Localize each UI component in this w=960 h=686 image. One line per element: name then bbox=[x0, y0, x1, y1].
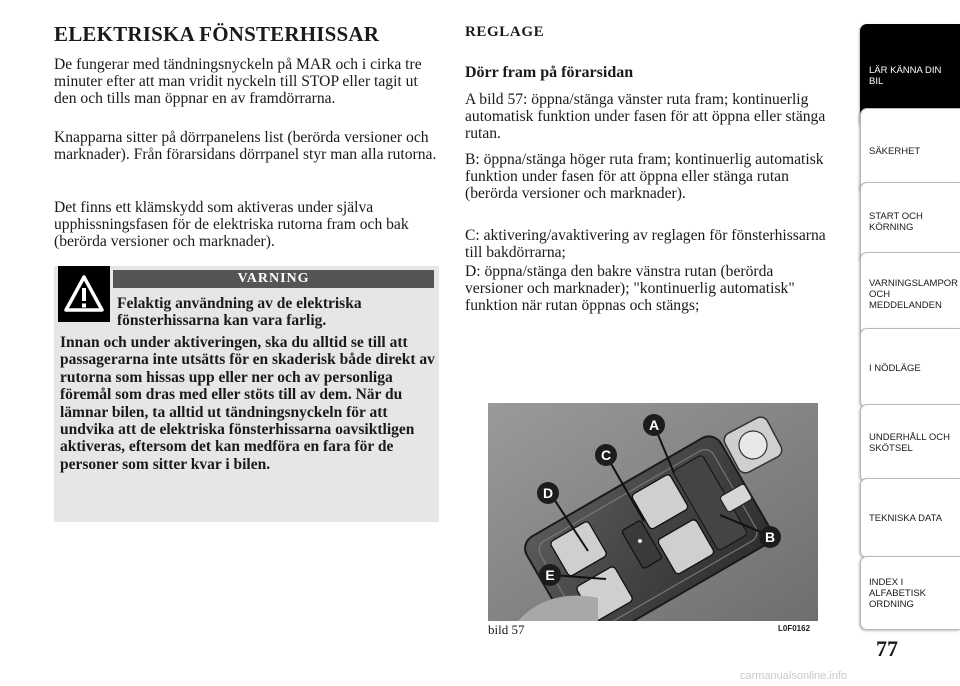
anti-pinch-paragraph: Det finns ett klämskydd som aktiveras under själva upphissningsfasen för de elektriska rutorna fram och bak (berörda versioner och marknader). bbox=[54, 199, 409, 250]
sidebar-tab-label: VARNINGSLAMPOR OCH MEDDELANDEN bbox=[869, 277, 959, 311]
window-switch-figure bbox=[488, 403, 818, 621]
callout-e bbox=[539, 564, 561, 586]
warning-triangle-icon bbox=[58, 266, 110, 322]
buttons-location-paragraph: Knapparna sitter på dörrpanelens list (berörda versioner och marknader). Från förarsidans dörrpanel styr man alla rutorna. bbox=[54, 129, 437, 163]
sidebar-tab-i-nodlage[interactable] bbox=[860, 328, 960, 408]
subsection-title: Dörr fram på förarsidan bbox=[465, 64, 634, 81]
figure-code: L0F0162 bbox=[778, 624, 811, 633]
sidebar-tab-index[interactable] bbox=[860, 556, 960, 630]
sidebar-tab-label: INDEX I ALFABETISK ORDNING bbox=[869, 576, 927, 610]
sidebar-tab-label: SÄKERHET bbox=[869, 145, 921, 157]
sidebar-tab-label: UNDERHÅLL OCH SKÖTSEL bbox=[869, 432, 950, 454]
window-switch-illustration bbox=[488, 403, 818, 621]
control-c-description: C: aktivering/avaktivering av reglagen för fönsterhissarna till bakdörrarna; bbox=[465, 227, 826, 261]
sidebar-tab-label: I NÖDLÄGE bbox=[869, 362, 921, 374]
warning-body-text: Innan och under aktiveringen, ska du alltid se till att passagerarna inte utsätts för en skaderisk både direkt av rutorna som hissas upp eller ner och av personliga föremål som dras med eller stöts till av dem. När du lämnar bilen, ta alltid ut tändningsnyckeln för att undvika att de elektriska fönsterhissarna oavsiktligen aktiveras, eftersom det kan medföra en fara för de personer som sitter kvar i bilen. bbox=[60, 334, 435, 473]
sidebar-tab-label: START OCH KÖRNING bbox=[869, 211, 923, 233]
sidebar-tab-start-och-korning[interactable] bbox=[860, 182, 960, 262]
callout-d-label: D bbox=[542, 485, 554, 501]
page-title: ELEKTRISKA FÖNSTERHISSAR bbox=[54, 22, 380, 46]
sidebar-tab-underhall-och-skotsel[interactable] bbox=[860, 404, 960, 482]
callout-d bbox=[537, 482, 559, 504]
control-d-description: D: öppna/stänga den bakre vänstra rutan (berörda versioner och marknader); "kontinuerlig automatisk" funktion när rutan öppnas och stängs; bbox=[465, 263, 795, 314]
control-b-description: B: öppna/stänga höger ruta fram; kontinuerlig automatisk funktion under fasen för att öppna eller stänga rutan (berörda versioner och marknader). bbox=[465, 151, 824, 202]
callout-a bbox=[643, 414, 665, 436]
callout-c bbox=[595, 444, 617, 466]
sidebar-tab-varningslampor[interactable] bbox=[860, 252, 960, 336]
watermark-text: carmanualsonline.info bbox=[740, 670, 848, 682]
intro-paragraph: De fungerar med tändningsnyckeln på MAR och i cirka tre minuter efter att man vridit nyckeln till STOP eller tagit ut den och tills man öppnar en av framdörrarna. bbox=[54, 56, 422, 107]
sidebar-tab-label: TEKNISKA DATA bbox=[869, 512, 943, 524]
warning-lead-text: Felaktig användning av de elektriska fönsterhissarna kan vara farlig. bbox=[117, 295, 362, 329]
callout-a-label: A bbox=[648, 417, 660, 433]
callout-e-label: E bbox=[545, 567, 555, 583]
control-a-description: A bild 57: öppna/stänga vänster ruta fram; kontinuerlig automatisk funktion under fasen för att öppna eller stänga rutan. bbox=[465, 91, 826, 142]
callout-c-label: C bbox=[600, 447, 612, 463]
warning-header: VARNING bbox=[113, 270, 434, 288]
callout-b bbox=[759, 526, 781, 548]
sidebar-tab-tekniska-data[interactable] bbox=[860, 478, 960, 558]
figure-caption: bild 57 bbox=[488, 622, 525, 637]
page-number: 77 bbox=[876, 636, 898, 661]
section-title: REGLAGE bbox=[465, 24, 545, 40]
sidebar-tab-label: LÄR KÄNNA DIN BIL bbox=[869, 65, 942, 87]
callout-b-label: B bbox=[764, 529, 776, 545]
